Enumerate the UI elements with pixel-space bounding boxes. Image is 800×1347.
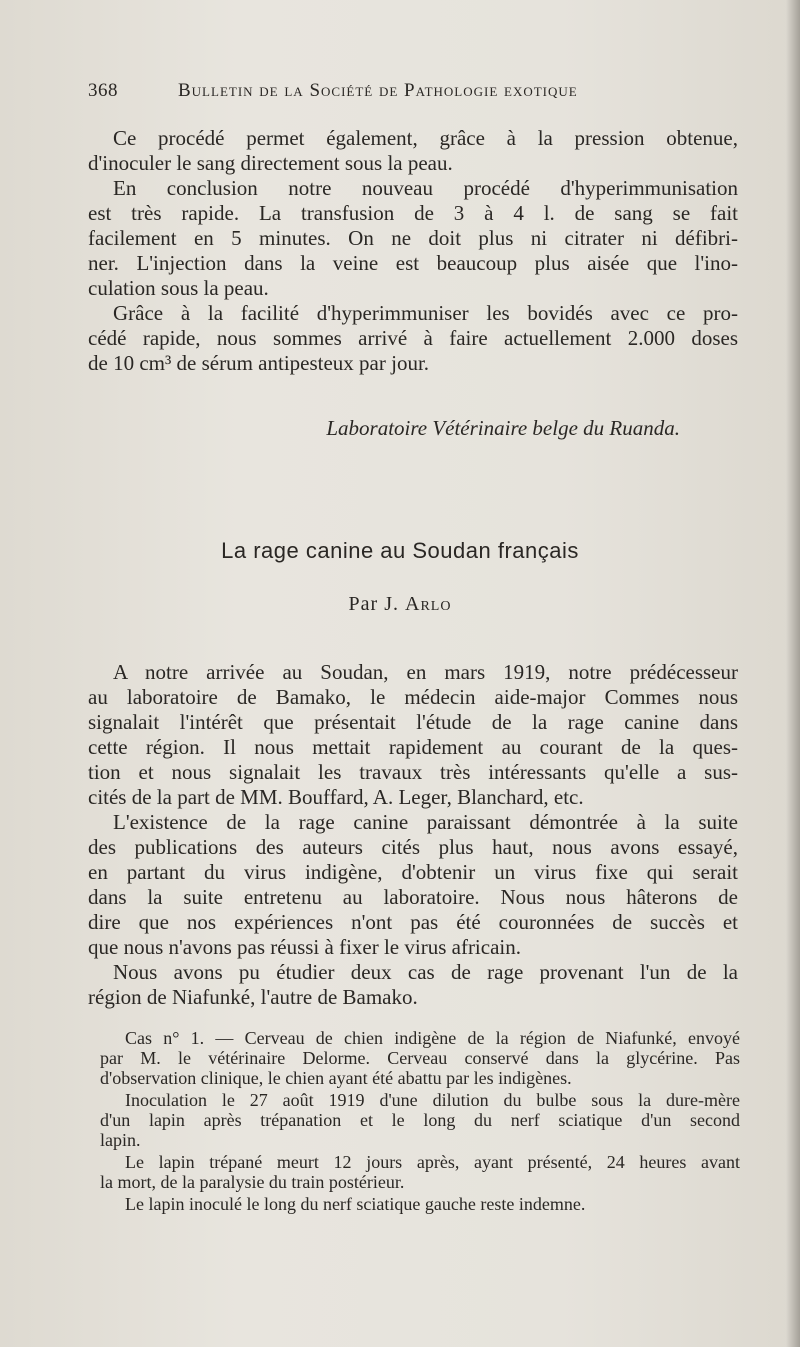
text-line: de 10 cm³ de sérum antipesteux par jour. [88,351,430,375]
text-line: cités de la part de MM. Bouffard, A. Leger, Blanchard, etc. [88,785,584,809]
text-line: A notre arrivée au Soudan, en mars 1919, notre prédécesseur [113,660,738,684]
case-paragraph-1 [100,1028,740,1088]
text-line: par M. le vétérinaire Delorme. Cerveau conservé dans la glycérine. Pas [100,1048,740,1068]
text-line: Cas n° 1. — Cerveau de chien indigène de la région de Niafunké, envoyé [125,1028,740,1048]
text-line: cette région. Il nous mettait rapidement au courant de la ques- [88,735,738,759]
body-paragraph-1 [88,660,738,810]
page-edge-shadow [786,0,800,1347]
text-line: dans la suite entretenu au laboratoire. Nous nous hâterons de [88,885,738,909]
body-paragraph-3 [88,960,738,1010]
text-line: région de Niafunké, l'autre de Bamako. [88,985,418,1009]
author-name: Arlo [405,593,452,615]
text-line: que nous n'avons pas réussi à fixer le virus africain. [88,935,521,959]
article-title: La rage canine au Soudan français [221,538,579,563]
text-line: Ce procédé permet également, grâce à la pression obtenue, [113,126,738,150]
page-number: 368 [88,80,118,101]
journal-title: Bulletin de la Société de Pathologie exotique [178,80,578,101]
case-paragraph-4 [100,1194,740,1214]
text-line: en partant du virus indigène, d'obtenir un virus fixe qui serait [88,860,738,884]
text-line: d'un lapin après trépanation et le long du nerf sciatique d'un second [100,1110,740,1130]
text-line: au laboratoire de Bamako, le médecin aide-major Commes nous [88,685,738,709]
text-line: dire que nos expériences n'ont pas été couronnées de succès et [88,910,738,934]
body-paragraph-2 [88,810,738,960]
text-line: facilement en 5 minutes. On ne doit plus ni citrater ni défibri- [88,226,738,250]
text-line: Le lapin inoculé le long du nerf sciatique gauche reste indemne. [125,1194,586,1214]
text-line: En conclusion notre nouveau procédé d'hyperimmunisation [113,176,738,200]
text-line: signalait l'intérêt que présentait l'étude de la rage canine dans [88,710,738,734]
author-prefix: Par J. [348,593,405,615]
text-line: est très rapide. La transfusion de 3 à 4 l. de sang se fait [88,201,738,225]
text-line: d'observation clinique, le chien ayant été abattu par les indigènes. [100,1068,572,1088]
intro-paragraph-1 [88,126,738,176]
text-line: Nous avons pu étudier deux cas de rage provenant l'un de la [113,960,738,984]
text-line: Grâce à la facilité d'hyperimmuniser les bovidés avec ce pro- [113,301,738,325]
laboratory-signature: Laboratoire Vétérinaire belge du Ruanda. [326,416,680,440]
text-line: ner. L'injection dans la veine est beaucoup plus aisée que l'ino- [88,251,738,275]
text-line: L'existence de la rage canine paraissant démontrée à la suite [113,810,738,834]
case-paragraph-2 [100,1090,740,1150]
text-line: lapin. [100,1130,141,1150]
article-author [0,593,800,616]
text-line: des publications des auteurs cités plus haut, nous avons essayé, [88,835,738,859]
text-line: tion et nous signalait les travaux très intéressants qu'elle a sus- [88,760,738,784]
text-line: cédé rapide, nous sommes arrivé à faire actuellement 2.000 doses [88,326,738,350]
intro-paragraph-3 [88,301,738,376]
intro-paragraph-2 [88,176,738,301]
case-paragraph-3 [100,1152,740,1192]
text-line: Le lapin trépané meurt 12 jours après, ayant présenté, 24 heures avant [125,1152,740,1172]
text-line: culation sous la peau. [88,276,269,300]
text-line: Inoculation le 27 août 1919 d'une dilution du bulbe sous la dure-mère [125,1090,740,1110]
running-header [88,80,748,102]
text-line: d'inoculer le sang directement sous la peau. [88,151,453,175]
text-line: la mort, de la paralysie du train postérieur. [100,1172,405,1192]
